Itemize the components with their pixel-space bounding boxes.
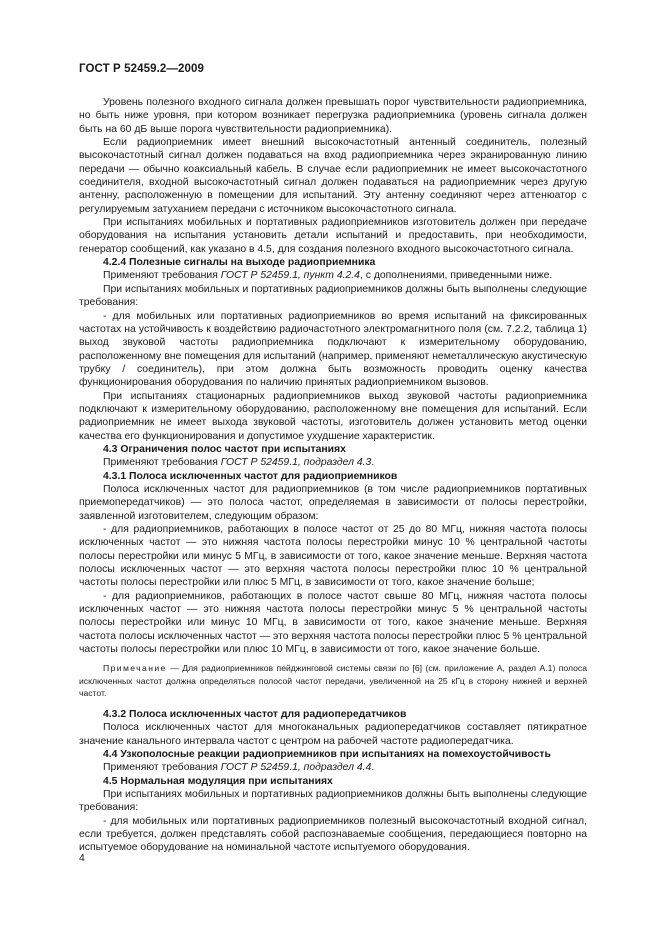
section-heading-4-5: 4.5 Нормальная модуляция при испытаниях [103,775,333,787]
list-item: - для мобильных или портативных радиоприемников полезный высокочастотный входной сигнал, если требуется, должен представлять собой распознаваемые сообщения, передающиеся повторно на испытуемое оборудование на номинальной частоте испытуемого оборудования. [79,815,587,854]
paragraph: При испытаниях стационарных радиоприемников выход звуковой частоты радиоприемника подключают к измерительному оборудованию, расположенному вне помещения для испытаний. Если радиоприемник не имеет выхода звуковой частоты, изготовитель должен установить метод оценки качества его функционирования и допустимое ухудшение характеристик. [79,390,587,442]
document-header: ГОСТ Р 52459.2—2009 [79,63,204,75]
reference-prefix: Применяют требования [103,457,221,469]
requirement-reference [79,269,587,282]
reference-prefix: Применяют требования [103,270,221,282]
section-heading-4-3-1: 4.3.1 Полоса исключенных частот для радиоприемников [103,470,398,482]
note [79,662,587,699]
section-heading-4-2-4: 4.2.4 Полезные сигналы на выходе радиоприемника [103,257,376,269]
section-heading-4-3: 4.3 Ограничения полос частот при испытаниях [103,443,346,455]
list-item: - для радиоприемников, работающих в полосе частот от 25 до 80 МГц, нижняя частота полосы исключенных частот — это нижняя частота полосы перестройки минус 10 % центральной частоты полосы перестройки или минус 5 МГц, в зависимости от того, какое значение меньше. Верхняя частота полосы исключенных частот — это верхняя частота полосы перестройки плюс 10 % центральной частоты полосы перестройки или плюс 5 МГц, в зависимости от того, какое значение больше; [79,524,587,589]
paragraph: Если радиоприемник имеет внешний высокочастотный антенный соединитель, полезный высокочастотный сигнал должен подаваться на вход радиоприемника через экранированную линию передачи — обычно коаксиальный кабель. В случае если радиоприемник не имеет высокочастотного соединителя, входной высокочастотный сигнал должен подаваться на радиоприемник через другую антенну, расположенную в помещении для испытаний. Эту антенну соединяют через аттенюатор с регулируемым затуханием передачи с источником высокочастотного сигнала. [79,137,587,215]
paragraph: При испытаниях мобильных и портативных радиоприемников изготовитель должен при передаче оборудования на испытания установить детали испытаний и предоставить, при необходимости, генератор сообщений, как указано в 4.5, для создания полезного входного высокочастотного сигнала. [79,217,587,255]
paragraph: При испытаниях мобильных и портативных радиоприемников должны быть выполнены следующие требования: [79,283,587,309]
reference-suffix: . [371,762,375,774]
reference-suffix: . [371,457,375,469]
note-label: Примечание [103,663,167,674]
requirement-reference [79,761,587,774]
standard-reference: ГОСТ Р 52459.1, подраздел 4.4 [220,762,372,774]
paragraph: Полоса исключенных частот для радиоприемников (в том числе радиоприемников портативных приемопередатчиков) — это полоса частот, определяемая в зависимости от полосы перестройки, заявленной изготовителем, следующим образом: [79,483,587,522]
section-heading-4-4: 4.4 Узкополосные реакции радиоприемников при испытаниях на помехоустойчивость [103,749,551,761]
requirement-reference [79,456,587,469]
paragraph: Полоса исключенных частот для многоканальных радиопередатчиков составляет пятикратное значение канального интервала частот с центром на рабочей частоте радиопередатчика. [79,722,587,747]
list-item: - для мобильных или портативных радиоприемников во время испытаний на фиксированных частотах на устойчивость к воздействию радиочастотного электромагнитного поля (см. 7.2.2, таблица 1) выход звуковой частоты радиоприемника подключают к измерительному оборудованию, расположенному вне помещения для испытаний (например, применяют неметаллическую акустическую трубку / соединитель), при этом должна быть возможность проводить оценку качества функционирования оборудования по наличию принятых радиоприемником вызовов. [79,310,587,389]
reference-suffix: , с дополнениями, приведенными ниже. [359,270,553,282]
list-item: - для радиоприемников, работающих в полосе частот свыше 80 МГц, нижняя частота полосы исключенных частот — это нижняя частота полосы перестройки минус 5 % центральной частоты полосы перестройки или минус 10 МГц, в зависимости от того, какое значение меньше. Верхняя частота полосы исключенных частот — это верхняя частота полосы перестройки плюс 5 % центральной частоты полосы перестройки или плюс 10 МГц, в зависимости от того, какое значение больше. [79,590,587,656]
section-heading-4-3-2: 4.3.2 Полоса исключенных частот для радиопередатчиков [103,709,407,721]
standard-reference: ГОСТ Р 52459.1, пункт 4.2.4 [220,270,360,282]
paragraph: При испытаниях мобильных и портативных радиоприемников должны быть выполнены следующие требования: [79,789,587,814]
paragraph: Уровень полезного входного сигнала должен превышать порог чувствительности радиоприемника, но быть ниже уровня, при котором возникает перегрузка радиоприемника (уровень сигнала должен быть на 60 дБ выше порога чувствительности радиоприемника). [79,97,587,135]
note-text: — Для радиоприемников пейджинговой системы связи по [6] (см. приложение А, раздел А.1) полоса исключенных частот должна определяться полосой частот передачи, увеличенной на 25 кГц в сторону нижней и верхней частот. [79,663,587,698]
document-body [79,96,587,855]
reference-prefix: Применяют требования [103,762,221,774]
page-number: 4 [79,853,85,864]
standard-reference: ГОСТ Р 52459.1, подраздел 4.3 [220,457,372,469]
